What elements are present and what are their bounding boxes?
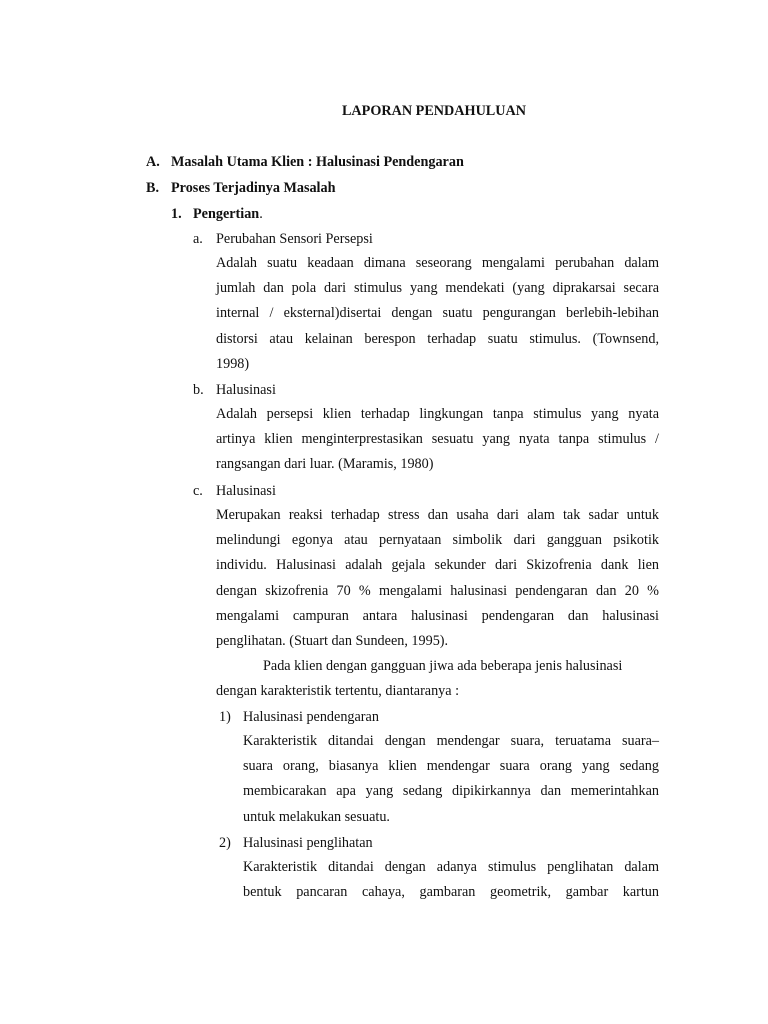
subsection-1-heading — [193, 205, 263, 223]
item-a-marker: a. — [193, 231, 203, 247]
item-c-line: Merupakan reaksi terhadap stress dan usaha dari alam tak sadar untuk — [216, 507, 659, 523]
type-1-line: Karakteristik ditandai dengan mendengar suara, teruatama suara– — [243, 733, 659, 749]
subsection-1-suffix: . — [259, 206, 263, 222]
type-1-paragraph — [243, 729, 659, 830]
item-b-line: Adalah persepsi klien terhadap lingkungan tanpa stimulus yang nyata — [216, 406, 659, 422]
section-a-heading: Masalah Utama Klien : Halusinasi Pendengaran — [171, 154, 464, 170]
item-c-line: dengan skizofrenia 70 % mengalami halusinasi pendengaran dan 20 % — [216, 582, 659, 599]
type-2-marker: 2) — [219, 835, 231, 851]
type-2-line: Karakteristik ditandai dengan adanya stimulus penglihatan dalam — [243, 859, 659, 875]
intro-line: Pada klien dengan gangguan jiwa ada beberapa jenis halusinasi — [263, 658, 623, 674]
type-1-line: untuk melakukan sesuatu. — [243, 808, 390, 825]
type-1-marker: 1) — [219, 709, 231, 725]
subsection-1-marker: 1. — [171, 206, 182, 222]
section-b-marker: B. — [146, 180, 160, 196]
item-b-paragraph — [216, 402, 659, 478]
item-a-line: 1998) — [216, 355, 250, 372]
item-c-marker: c. — [193, 483, 203, 499]
item-c-line: mengalami campuran antara halusinasi pendengaran dan halusinasi — [216, 607, 659, 624]
type-1-line: suara orang, biasanya klien mendengar suara orang yang sedang — [243, 758, 659, 775]
item-a-line: jumlah dan pola dari stimulus yang mendekati (yang diprakarsai secara — [216, 280, 659, 297]
type-2-heading: Halusinasi penglihatan — [243, 835, 373, 851]
item-c-line: penglihatan. (Stuart dan Sundeen, 1995). — [216, 633, 449, 650]
intro-paragraph — [216, 654, 659, 704]
section-a-marker: A. — [146, 154, 160, 170]
item-b-marker: b. — [193, 382, 204, 398]
item-a-heading: Perubahan Sensori Persepsi — [216, 231, 373, 247]
type-2-paragraph — [243, 855, 659, 905]
item-b-heading: Halusinasi — [216, 382, 276, 398]
item-a-line: Adalah suatu keadaan dimana seseorang mengalami perubahan dalam — [216, 255, 659, 271]
item-c-line: individu. Halusinasi adalah gejala sekunder dari Skizofrenia dank lien — [216, 557, 659, 574]
type-1-heading: Halusinasi pendengaran — [243, 709, 379, 725]
item-a-line: internal / eksternal)disertai dengan suatu pengurangan berlebih-lebihan — [216, 305, 659, 322]
item-a-paragraph — [216, 251, 659, 377]
item-a-line: distorsi atau kelainan berespon terhadap suatu stimulus. (Townsend, — [216, 330, 659, 347]
type-1-line: membicarakan apa yang sedang dipikirkannya dan memerintahkan — [243, 783, 659, 800]
item-c-line: melindungi egonya atau pernyataan simbolik dari gangguan psikotik — [216, 532, 659, 549]
item-b-line: rangsangan dari luar. (Maramis, 1980) — [216, 456, 434, 473]
item-c-paragraph — [216, 503, 659, 654]
item-b-line: artinya klien menginterprestasikan sesuatu yang nyata tanpa stimulus / — [216, 431, 659, 448]
item-c-heading: Halusinasi — [216, 483, 276, 499]
intro-line: dengan karakteristik tertentu, diantaranya : — [216, 683, 460, 700]
subsection-1-text: Pengertian — [193, 206, 260, 222]
type-2-line: bentuk pancaran cahaya, gambaran geometrik, gambar kartun — [243, 884, 659, 901]
page-title: LAPORAN PENDAHULUAN — [341, 103, 527, 119]
section-b-heading: Proses Terjadinya Masalah — [171, 180, 336, 196]
